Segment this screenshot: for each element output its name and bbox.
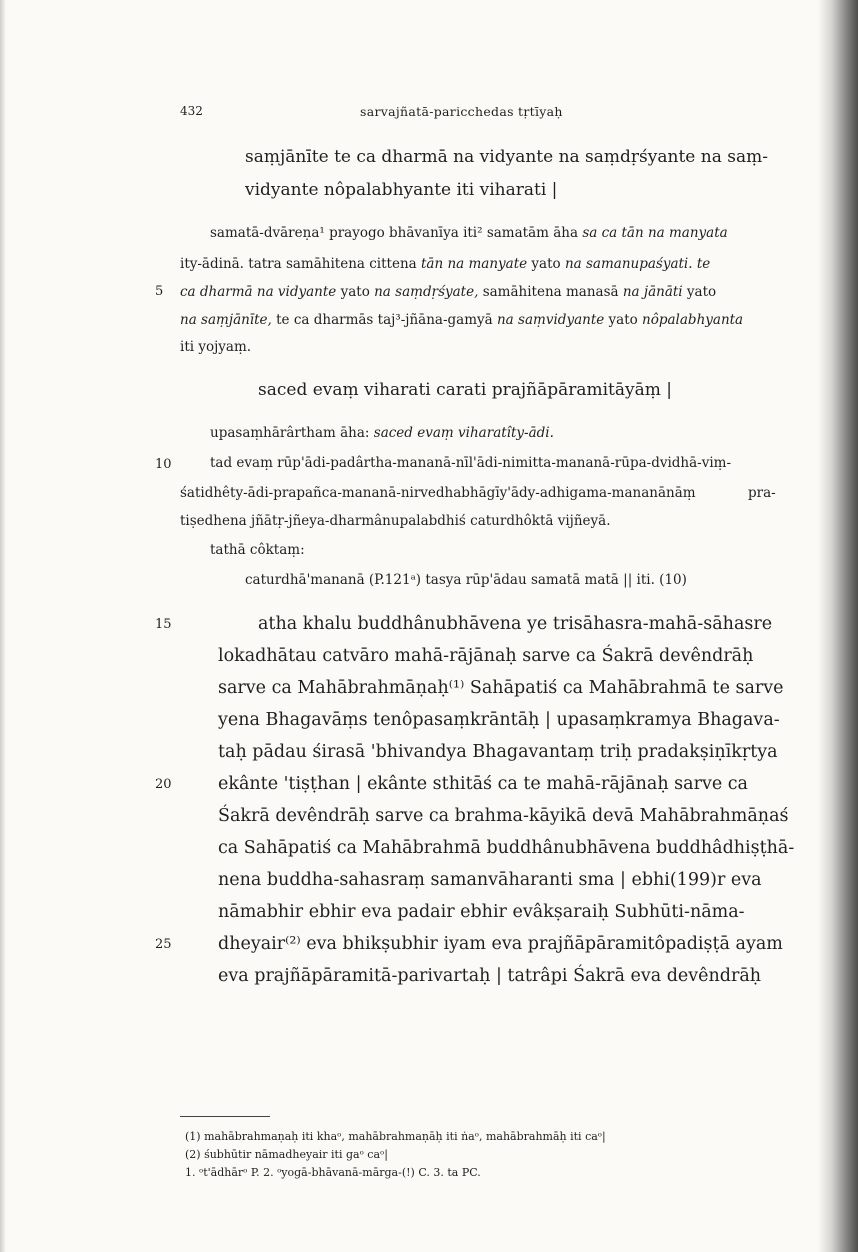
commentary-line: tad evaṃ rūp'ādi-padârtha-mananā-nīl'ādi-nimitta-mananā-rūpa-dvidhā-viṃ- xyxy=(210,455,732,471)
sutra-line: yena Bhagavāṃs tenôpasaṃkrāntāḥ | upasaṃkramya Bhagava- xyxy=(218,710,780,730)
footnote: (2) śubhūtir nāmadheyair iti gaᵒ caᵒ| xyxy=(185,1148,388,1161)
footnote: 1. ᵒt'ādhārᵒ P. 2. ᵒyogā-bhāvanā-mārga-(!) C. 3. ta PC. xyxy=(185,1166,481,1179)
footnote-rule xyxy=(180,1116,270,1117)
commentary-line: samatā-dvāreṇa¹ prayogo bhāvanīya iti² samatām āha sa ca tān na manyata xyxy=(210,225,728,241)
sutra-line: nena buddha-sahasraṃ samanvāharanti sma | ebhi(199)r eva xyxy=(218,870,762,890)
sutra-line: atha khalu buddhânubhāvena ye trisāhasra-mahā-sāhasre xyxy=(258,614,773,634)
sutra-line: taḥ pādau śirasā 'bhivandya Bhagavantaṃ triḥ pradakṣiṇīkṛtya xyxy=(218,742,778,762)
sutra-line: lokadhātau catvāro mahā-rājānaḥ sarve ca Śakrā devêndrāḥ xyxy=(218,646,754,666)
commentary-line: na saṃjānīte, te ca dharmās taj³-jñāna-gamyā na saṃvidyante yato nôpalabhyanta xyxy=(180,312,744,328)
line-number: 15 xyxy=(155,617,172,632)
verse-line: vidyante nôpalabhyante iti viharati | xyxy=(245,180,558,200)
commentary-line: upasaṃhārârtham āha: saced evaṃ viharatîty-ādi. xyxy=(210,425,554,441)
sutra-line: sarve ca Mahābrahmāṇaḥ⁽¹⁾ Sahāpatiś ca Mahābrahmā te sarve xyxy=(218,678,784,698)
book-binding-shadow xyxy=(818,0,858,1252)
sutra-line: ekânte 'tiṣṭhan | ekânte sthitāś ca te mahā-rājānaḥ sarve ca xyxy=(218,774,748,794)
sutra-line: ca Sahāpatiś ca Mahābrahmā buddhânubhāvena buddhâdhiṣṭhā- xyxy=(218,838,795,858)
line-number: 10 xyxy=(155,457,172,472)
footnote: (1) mahābrahmaṇaḥ iti khaᵒ, mahābrahmaṇāḥ iti ṅaᵒ, mahābrahmāḥ iti caᵒ| xyxy=(185,1130,606,1143)
commentary-line: caturdhā'mananā (P.121ᵃ) tasya rūp'ādau samatā matā || iti. (10) xyxy=(245,572,687,588)
commentary-line: śatidhêty-ādi-prapañca-mananā-nirvedhabhāgīy'ādy-adhigama-mananānāṃ xyxy=(180,485,696,501)
sutra-line: eva prajñāpāramitā-parivartaḥ | tatrâpi Śakrā eva devêndrāḥ xyxy=(218,966,762,986)
page-left-edge xyxy=(0,0,6,1252)
running-head: sarvajñatā-paricchedas tṛtīyaḥ xyxy=(360,104,563,119)
line-number: 20 xyxy=(155,777,172,792)
commentary-line: ity-ādinā. tatra samāhitena cittena tān na manyate yato na samanupaśyati. te xyxy=(180,256,711,272)
commentary-line: ca dharmā na vidyante yato na saṃdṛśyate, samāhitena manasā na jānāti yato xyxy=(180,284,717,300)
line-number: 25 xyxy=(155,937,172,952)
sutra-line: dheyair⁽²⁾ eva bhikṣubhir iyam eva prajñāpāramitôpadiṣṭā ayam xyxy=(218,934,783,954)
line-number: 5 xyxy=(155,284,164,299)
verse-line: saced evaṃ viharati carati prajñāpāramitāyāṃ | xyxy=(258,380,672,400)
verse-line: saṃjānīte te ca dharmā na vidyante na saṃdṛśyante na saṃ- xyxy=(245,147,768,167)
commentary-line: tathā côktaṃ: xyxy=(210,542,305,558)
commentary-line: tiṣedhena jñātṛ-jñeya-dharmânupalabdhiś caturdhôktā vijñeyā. xyxy=(180,513,611,529)
sutra-line: nāmabhir ebhir eva padair ebhir evâkṣaraiḥ Subhūti-nāma- xyxy=(218,902,745,922)
commentary-hyphen: pra- xyxy=(748,485,776,501)
page-number: 432 xyxy=(180,104,203,118)
commentary-line: iti yojyaṃ. xyxy=(180,339,252,355)
sutra-line: Śakrā devêndrāḥ sarve ca brahma-kāyikā devā Mahābrahmāṇaś xyxy=(218,806,789,826)
